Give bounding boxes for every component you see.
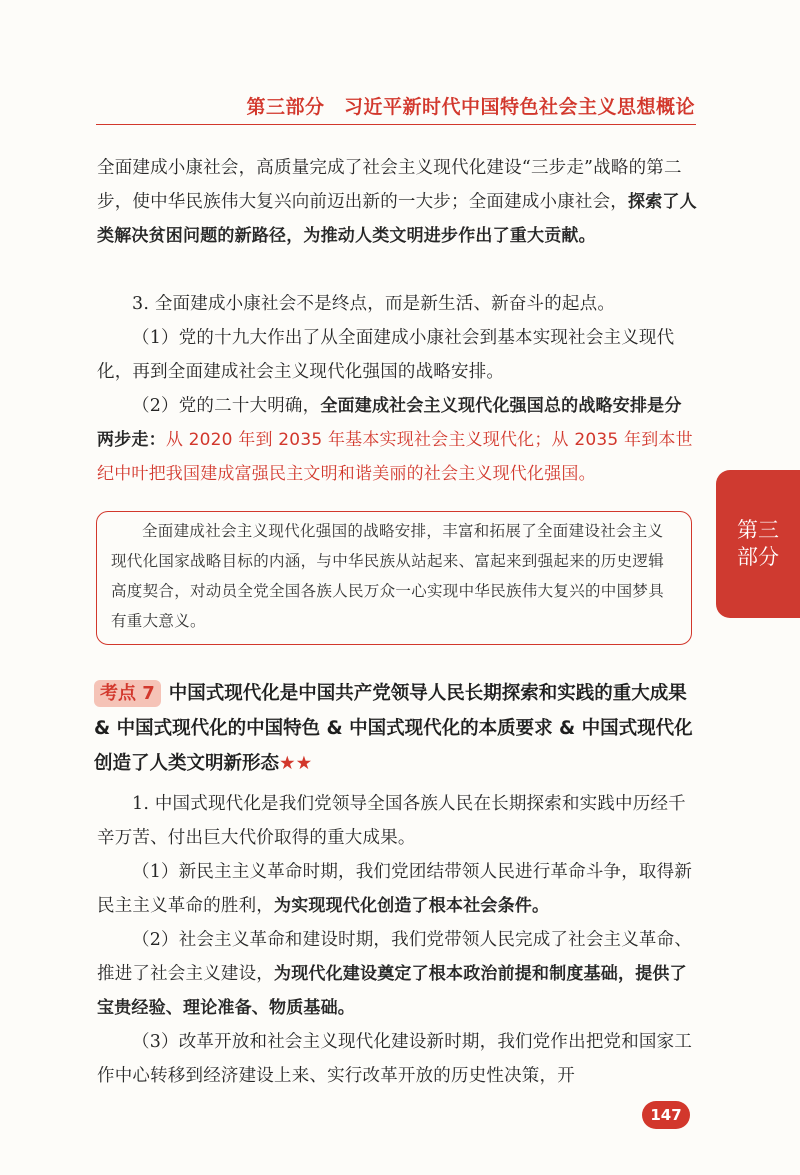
paragraph-7-text: （2）社会主义革命和建设时期，我们党带领人民完成了社会主义革命、推进了社会主义建设， [97, 930, 693, 984]
kaodian-heading [94, 676, 704, 781]
page-number: 147 [642, 1101, 690, 1129]
kaodian-title: 中国式现代化是中国共产党领导人民长期探索和实践的重大成果 & 中国式现代化的中国特色 & 中国式现代化的本质要求 & 中国式现代化创造了人类文明新形态 [94, 683, 693, 774]
paragraph-4-bold: 全面建成社会主义现代化强国总的战略安排是分两步走： [97, 396, 682, 450]
paragraph-2: 3. 全面建成小康社会不是终点，而是新生活、新奋斗的起点。 [132, 294, 616, 314]
paragraph-4-red: 从 2020 年到 2035 年基本实现社会主义现代化；从 2035 年到本世纪中叶把我国建成富强民主文明和谐美丽的社会主义现代化强国。 [97, 430, 693, 484]
section-tab[interactable] [716, 470, 800, 618]
star-icon: ★★ [279, 753, 313, 774]
paragraph-1 [97, 151, 697, 253]
paragraph-6 [97, 855, 697, 923]
paragraph-4 [97, 389, 697, 491]
paragraph-3: （1）党的十九大作出了从全面建成小康社会到基本实现社会主义现代化，再到全面建成社会主义现代化强国的战略安排。 [97, 328, 675, 382]
paragraph-5: 1. 中国式现代化是我们党领导全国各族人民在长期探索和实践中历经千辛万苦、付出巨大代价取得的重大成果。 [97, 794, 686, 848]
paragraph-6-text: （1）新民主主义革命时期，我们党团结带领人民进行革命斗争，取得新民主主义革命的胜利， [97, 862, 693, 916]
paragraph-1-text: 全面建成小康社会，高质量完成了社会主义现代化建设“三步走”战略的第二步，使中华民族伟大复兴向前迈出新的一大步；全面建成小康社会， [97, 158, 682, 212]
note-text: 全面建成社会主义现代化强国的战略安排，丰富和拓展了全面建设社会主义现代化国家战略目标的内涵，与中华民族从站起来、富起来到强起来的历史逻辑高度契合，对动员全党全国各族人民万众一心实现中华民族伟大复兴的中国梦具有重大意义。 [111, 522, 665, 630]
section-tab-label: 第三部分 [737, 518, 779, 569]
paragraph-8: （3）改革开放和社会主义现代化建设新时期，我们党作出把党和国家工作中心转移到经济建设上来、实行改革开放的历史性决策，开 [97, 1032, 693, 1086]
paragraph-1-bold: 探索了人类解决贫困问题的新路径，为推动人类文明进步作出了重大贡献。 [97, 192, 697, 246]
header-title: 第三部分 习近平新时代中国特色社会主义思想概论 [246, 96, 695, 118]
paragraph-4-text: （2）党的二十大明确， [132, 396, 321, 416]
paragraph-6-bold: 为实现现代化创造了根本社会条件。 [274, 896, 550, 916]
kaodian-badge: 考点 7 [94, 680, 161, 707]
paragraph-7 [97, 923, 697, 1025]
header-rule [96, 124, 696, 125]
paragraph-7-bold: 为现代化建设奠定了根本政治前提和制度基础，提供了宝贵经验、理论准备、物质基础。 [97, 964, 687, 1018]
note-box [96, 511, 692, 645]
